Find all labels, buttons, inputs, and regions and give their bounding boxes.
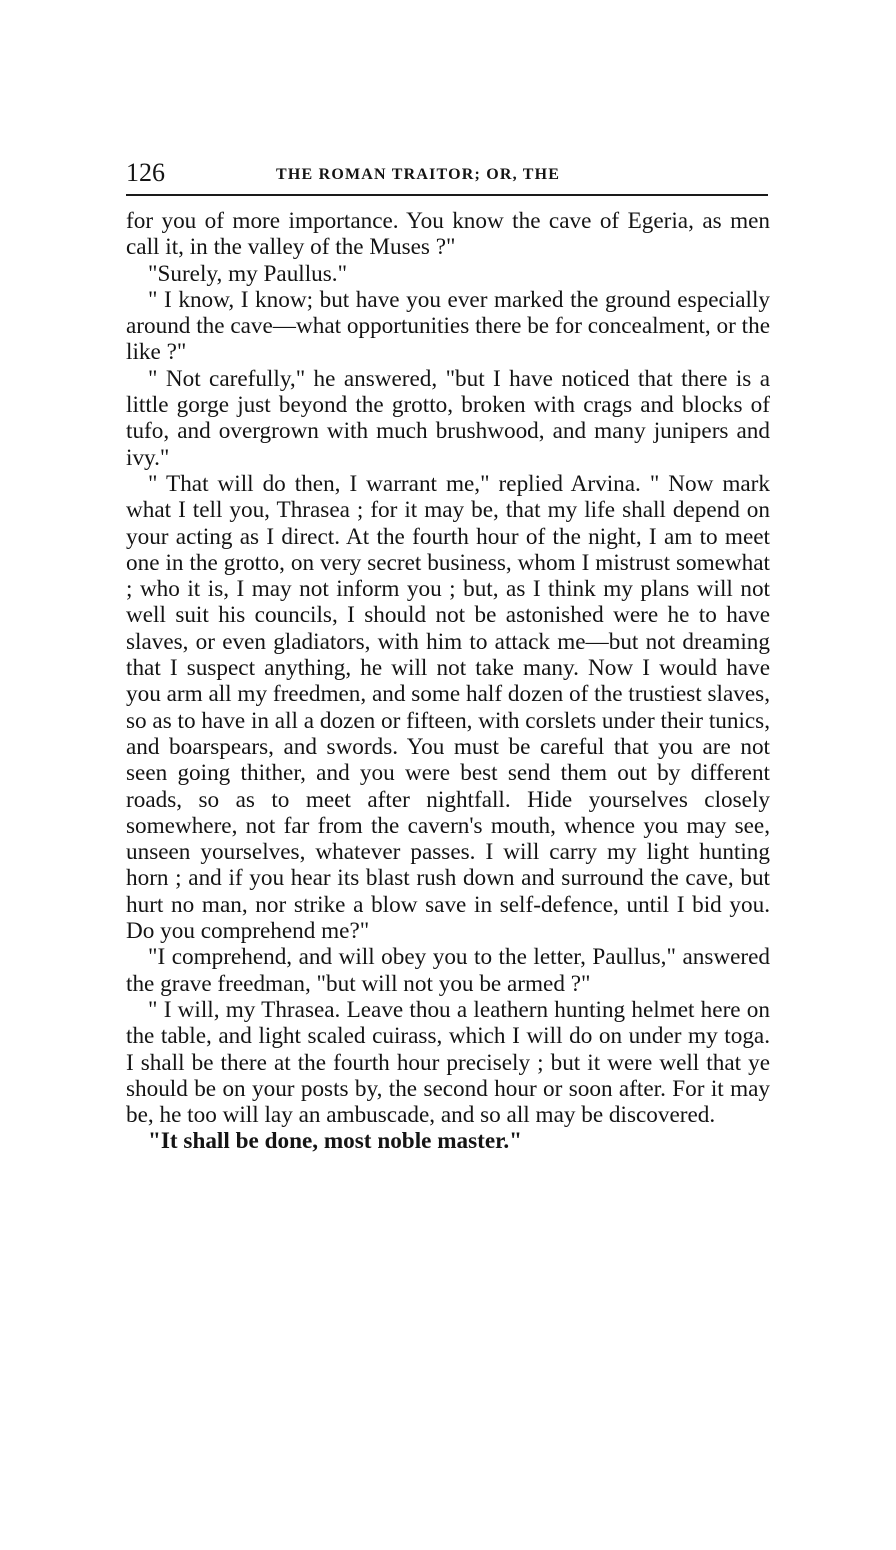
paragraph-8: "It shall be done, most noble master." (148, 1128, 523, 1155)
paragraph-2: "Surely, my Paullus." (148, 260, 348, 287)
paragraph-3: " I know, I know; but have you ever marked the ground especially around the cave—what opportunities there be for concealment, or the like ?" (126, 286, 770, 366)
paragraph-4: " Not carefully," he answered, "but I have noticed that there is a little gorge just beyond the grotto, broken with crags and blocks of tufo, and overgrown with much brushwood, and many junipers and ivy." (126, 365, 770, 471)
page-number: 126 (126, 158, 165, 187)
paragraph-6: "I comprehend, and will obey you to the letter, Paullus," answered the grave freedman, "but will not you be armed ?" (126, 944, 770, 997)
page-header (126, 158, 768, 192)
body-text (126, 208, 770, 1155)
running-title: THE ROMAN TRAITOR; OR, THE (276, 166, 561, 183)
header-rule (126, 194, 768, 196)
paragraph-7: " I will, my Thrasea. Leave thou a leathern hunting helmet here on the table, and light scaled cuirass, which I will do on under my toga. I shall be there at the fourth hour precisely ; but it were well that ye should be on your posts by, the second hour or soon after. For it may be, he too will lay an ambuscade, and so all may be discovered. (126, 996, 770, 1129)
paragraph-5: " That will do then, I warrant me," replied Arvina. " Now mark what I tell you, Thrasea ; for it may be, that my life shall depend on your acting as I direct. At the fourth hour of the night, I am to meet one in the grotto, on very secret business, whom I mistrust somewhat ; who it is, I may not inform you ; but, as I think my plans will not well suit his councils, I should not be astonished were he to have slaves, or even gladiators, with him to attack me—but not dreaming that I suspect anything, he will not take many. Now I would have you arm all my freedmen, and some half dozen of the trustiest slaves, so as to have in all a dozen or fifteen, with corslets under their tunics, and boarspears, and swords. You must be careful that you are not seen going thither, and you were best send them out by different roads, so as to meet after nightfall. Hide yourselves closely somewhere, not far from the cavern's mouth, whence you may see, unseen yourselves, whatever passes. I will carry my light hunting horn ; and if you hear its blast rush down and surround the cave, but hurt no man, nor strike a blow save in self-defence, until I bid you. Do you comprehend me?" (126, 470, 770, 945)
paragraph-1: for you of more importance. You know the cave of Egeria, as men call it, in the valley of the Muses ?" (126, 208, 770, 261)
